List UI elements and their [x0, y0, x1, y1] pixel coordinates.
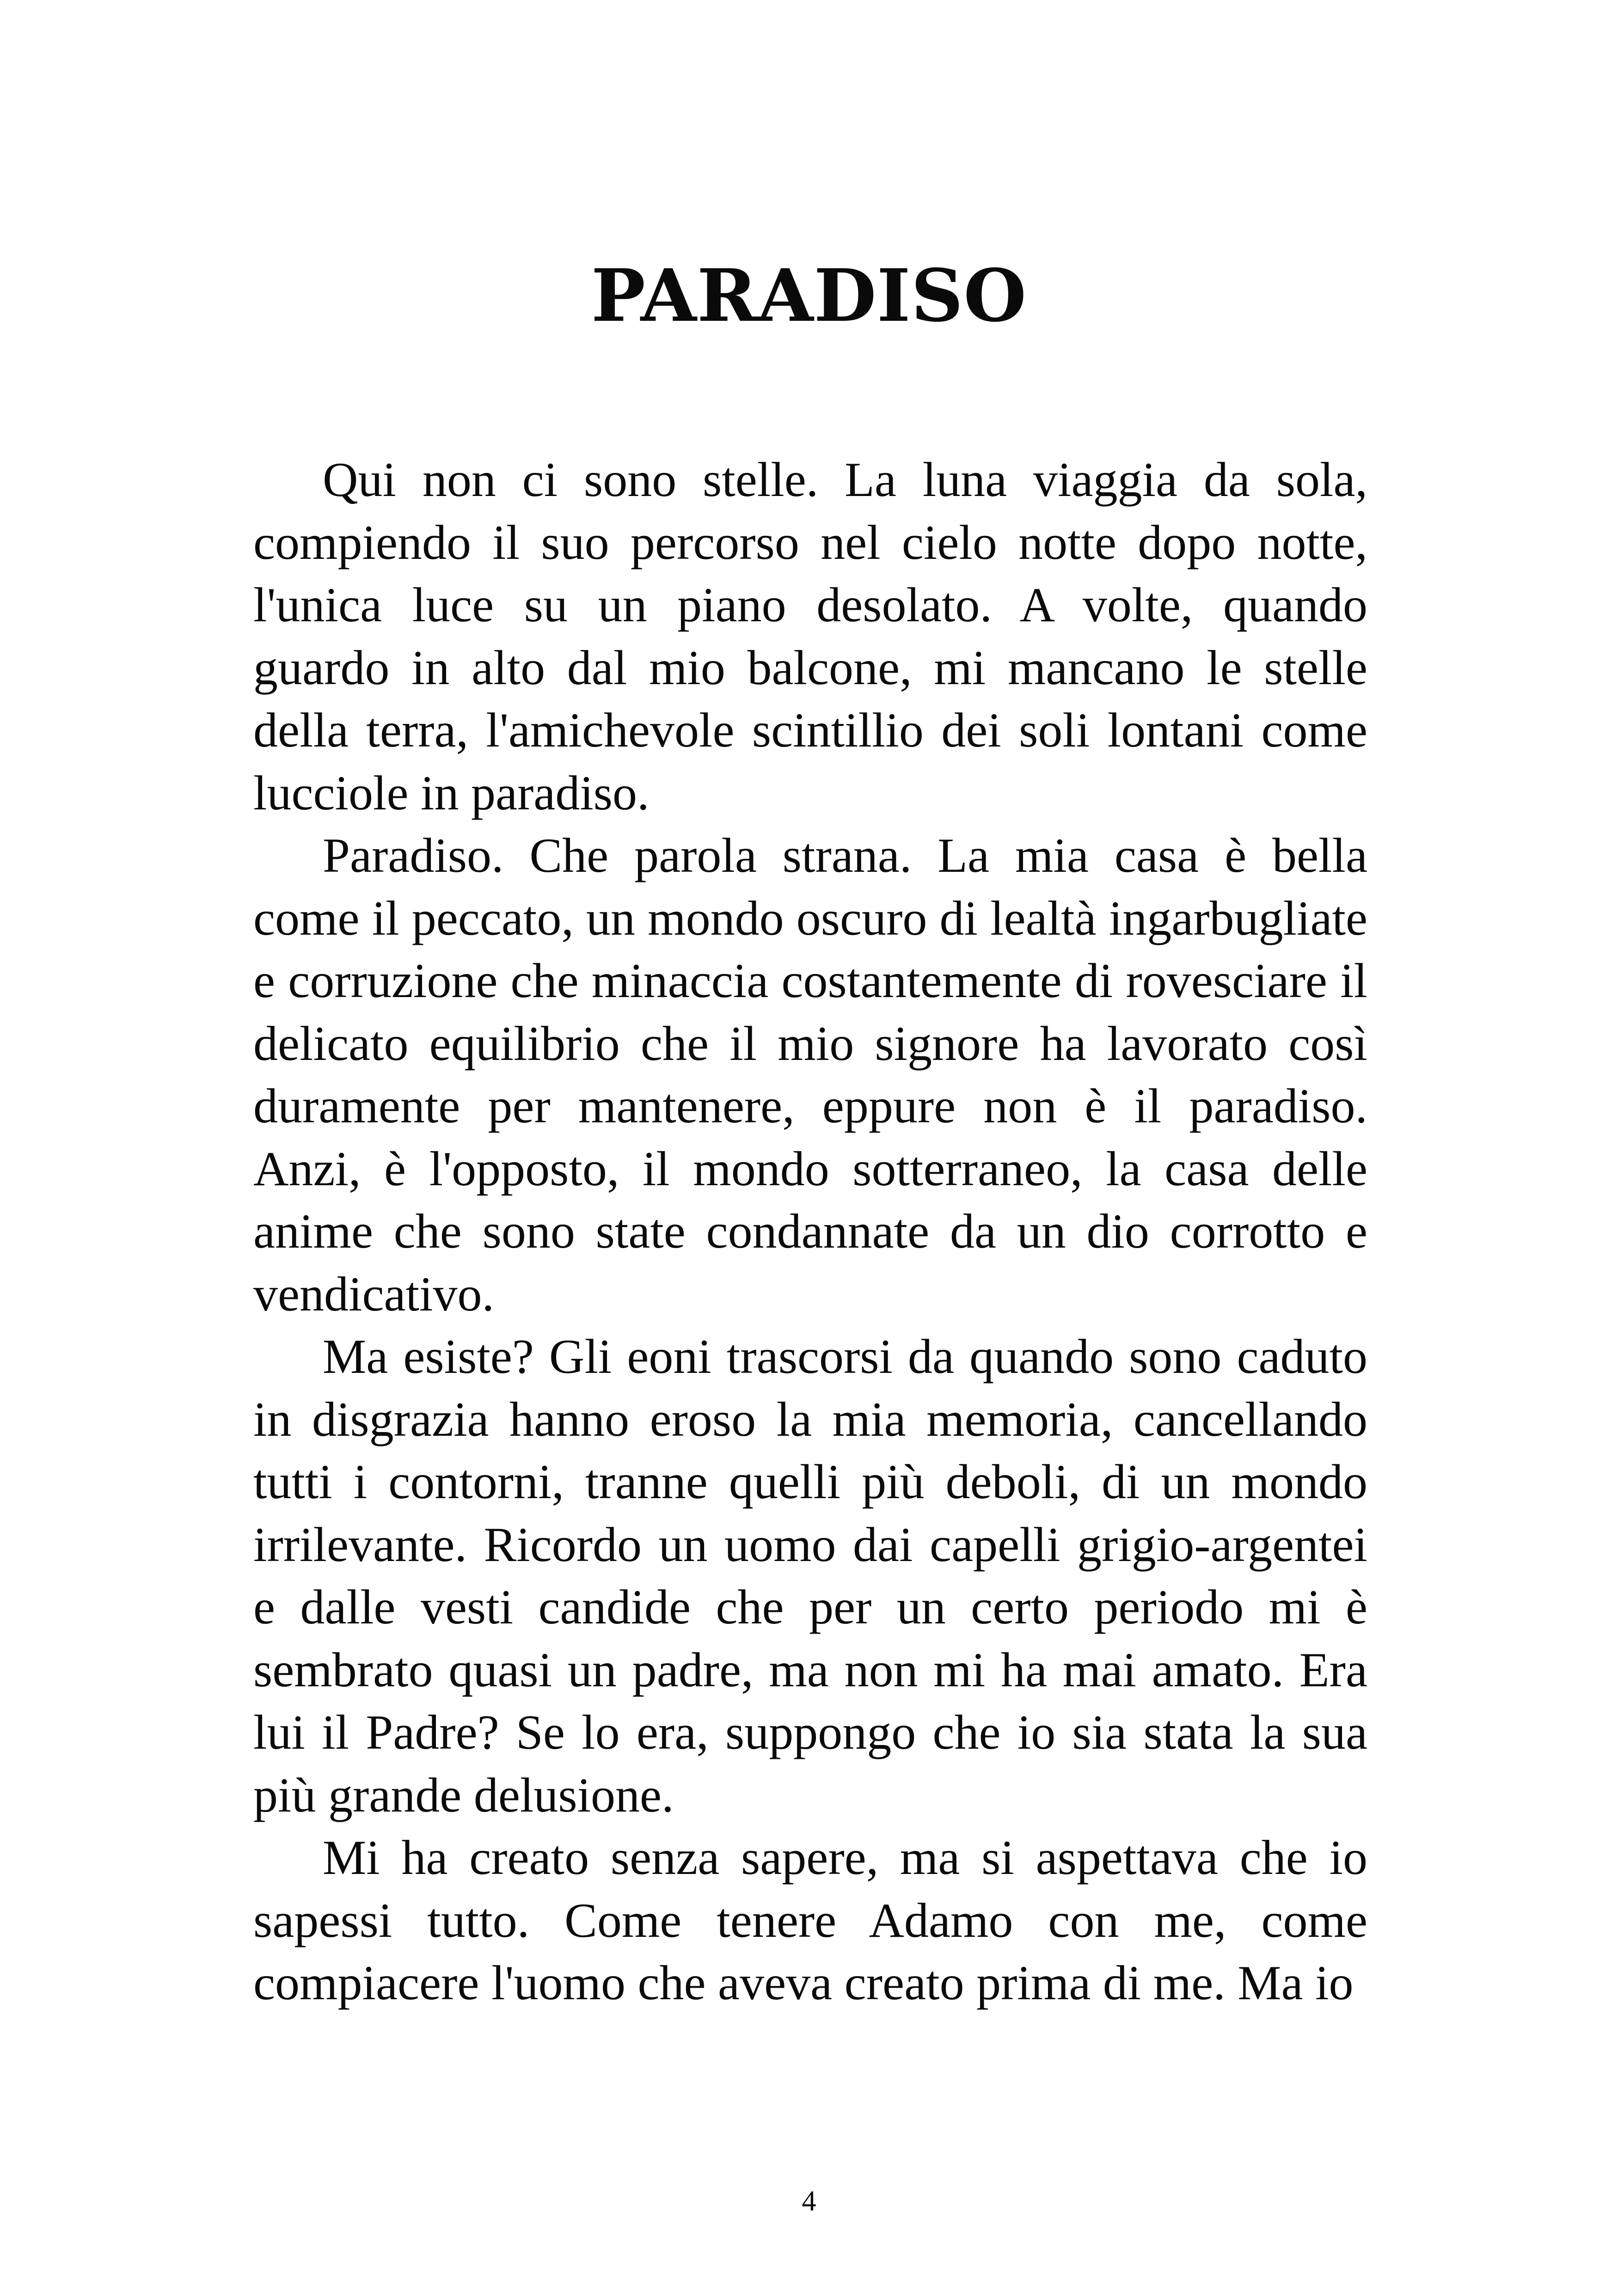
paragraph: Qui non ci sono stelle. La luna viaggia da sola, compiendo il suo percorso nel cielo notte dopo notte, l'unica luce su un piano desolato. A volte, quando guardo in alto dal mio balcone, mi mancano le stelle della terra, l'amichevole scintillio dei soli lontani come lucciole in paradiso.	[253, 453, 1367, 820]
body-text	[253, 448, 1367, 2014]
paragraph: Ma esiste? Gli eoni trascorsi da quando sono caduto in disgrazia hanno eroso la mia memoria, cancellando tutti i contorni, tranne quelli più deboli, di un mondo irrilevante. Ricordo un uomo dai capelli grigio-argentei e dalle vesti candide che per un certo periodo mi è sembrato quasi un padre, ma non mi ha mai amato. Era lui il Padre? Se lo era, suppongo che io sia stata la sua più grande delusione.	[253, 1329, 1367, 1822]
page-number: 4	[802, 2186, 816, 2217]
paragraph: Mi ha creato senza sapere, ma si aspettava che io sapessi tutto. Come tenere Adamo con me, come compiacere l'uomo che aveva creato prima di me. Ma io	[253, 1831, 1367, 2010]
chapter-title: PARADISO	[591, 253, 1027, 338]
paragraph: Paradiso. Che parola strana. La mia casa è bella come il peccato, un mondo oscuro di lealtà ingarbugliate e corruzione che minaccia costantemente di rovesciare il delicato equilibrio che il mio signore ha lavorato così duramente per mantenere, eppure non è il paradiso. Anzi, è l'opposto, il mondo sotterraneo, la casa delle anime che sono state condannate da un dio corrotto e vendicativo.	[253, 828, 1367, 1321]
